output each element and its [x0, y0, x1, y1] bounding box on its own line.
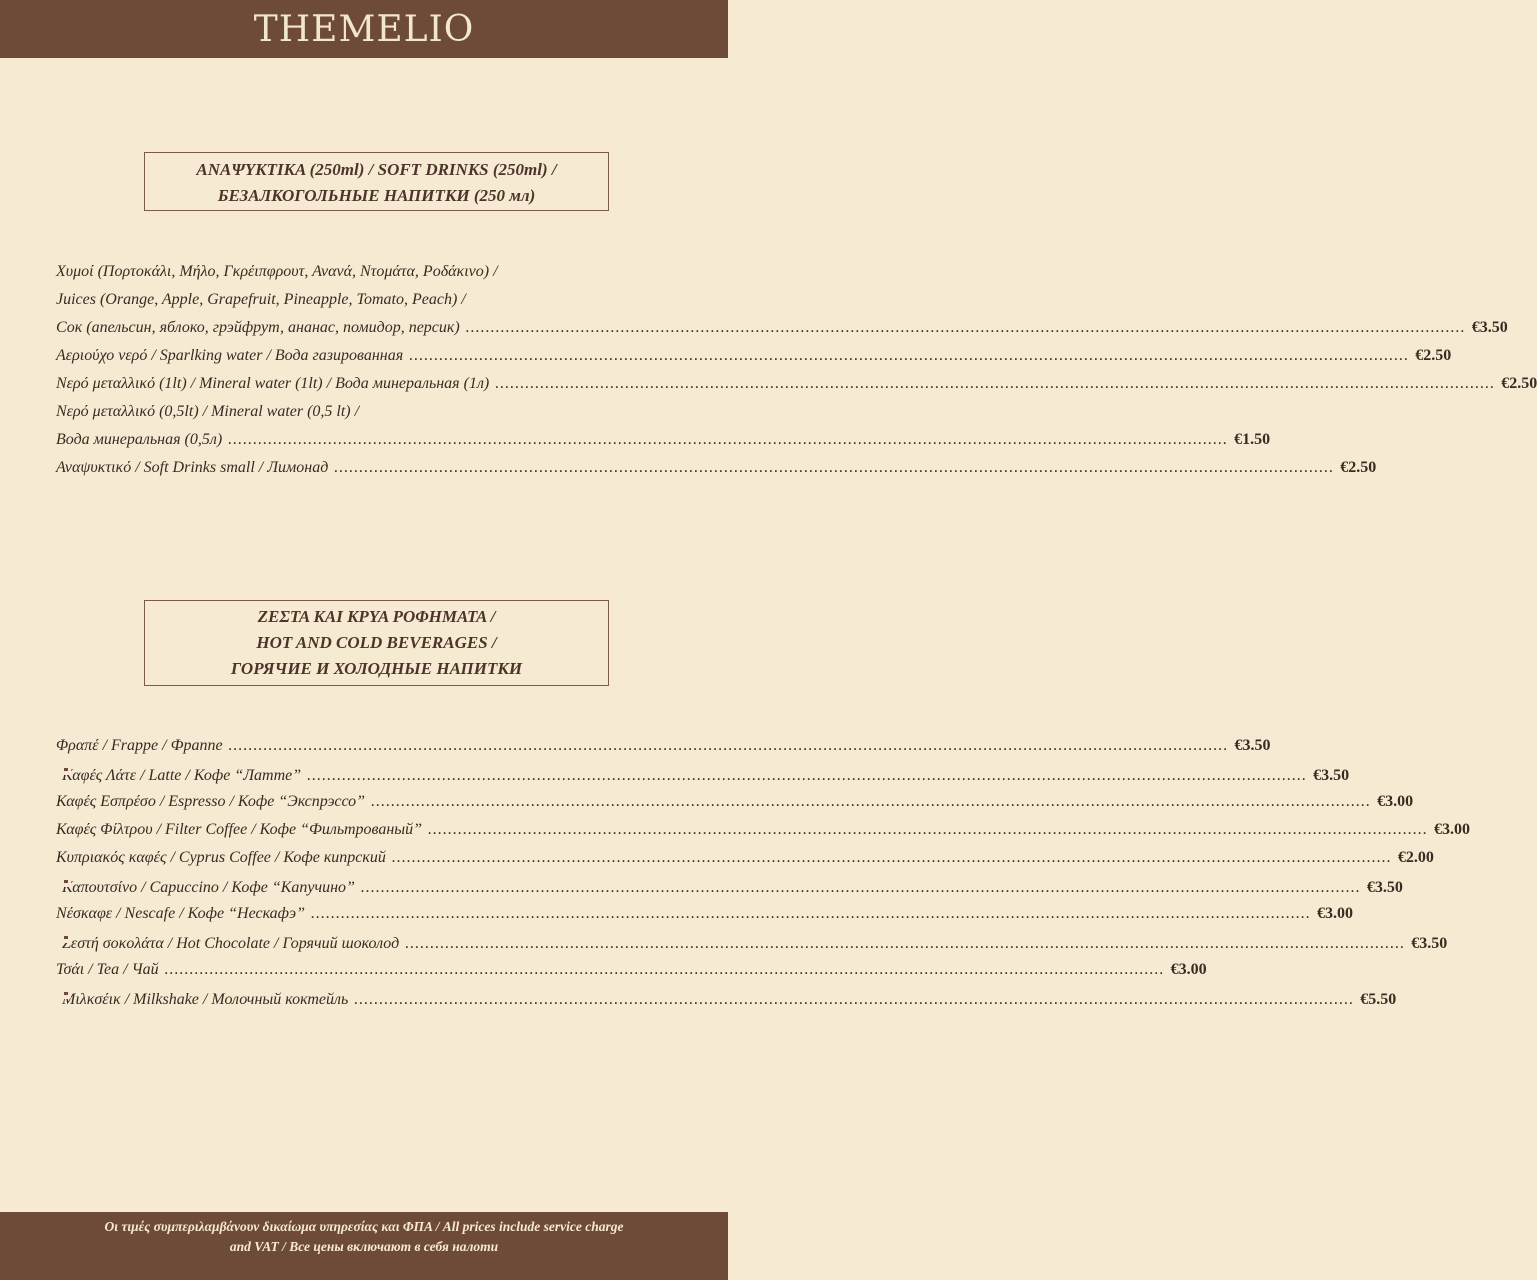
menu-item [56, 844, 1434, 872]
menu-item-label: Νερό μεταλλικό (1lt) / Mineral water (1lt) / Вода минеральная (1л) [56, 375, 490, 392]
menu-item-label: Νερό μεταλλικό (0,5lt) / Mineral water (0,5 lt) / [56, 403, 360, 420]
footer-note-line: Οι τιμές συμπεριλαμβάνουν δικαίωμα υπηρεσίας και ΦΠΑ / All prices include service charge [104, 1219, 624, 1234]
menu-item-label: Νέσκαφε / Nescafe / Кофе “Нескафэ” [56, 905, 305, 922]
dot-leader: ........................................................................................................................................................................................................ [307, 767, 1308, 784]
dot-leader: ........................................................................................................................................................................................................ [405, 935, 1406, 952]
dot-leader: ........................................................................................................................................................................................................ [465, 319, 1466, 336]
menu-item-price: €3.00 [1316, 905, 1353, 922]
menu-item-label: Χυμοί (Πορτοκάλι, Μήλο, Γκρέιπφρουτ, Ανανά, Ντομάτα, Ροδάκινο) / [56, 263, 498, 280]
header-bar [0, 0, 728, 58]
section-title-soft-drinks [144, 152, 609, 211]
menu-item [56, 788, 1414, 816]
menu-item [56, 398, 676, 426]
menu-item-price: €3.50 [1313, 767, 1350, 784]
beverages-list [56, 732, 1471, 1012]
menu-item-price: €1.50 [1234, 431, 1271, 448]
menu-item-price: €2.50 [1340, 459, 1377, 476]
dot-leader: ........................................................................................................................................................................................................ [228, 737, 1229, 754]
menu-item-price: €3.50 [1366, 879, 1403, 896]
menu-item-label: Μιλκσέικ / Milkshake / Молочный коктейль [62, 991, 349, 1008]
dot-leader: ........................................................................................................................................................................................................ [495, 375, 1496, 392]
dot-leader: ........................................................................................................................................................................................................ [428, 821, 1429, 838]
menu-item [56, 760, 1350, 788]
menu-item [56, 928, 1448, 956]
menu-item [56, 984, 1397, 1012]
menu-item [56, 258, 676, 286]
menu-item-price: €2.50 [1501, 375, 1537, 392]
section-title-hot-cold-beverages [144, 600, 609, 686]
menu-item-price: €5.50 [1360, 991, 1397, 1008]
dot-leader: ........................................................................................................................................................................................................ [334, 459, 1335, 476]
menu-item-label: Juices (Orange, Apple, Grapefruit, Pineapple, Tomato, Peach) / [56, 291, 466, 308]
menu-item-price: €3.00 [1170, 961, 1207, 978]
menu-item [56, 816, 1471, 844]
restaurant-logo: THEMELIO [253, 8, 475, 50]
menu-item [56, 342, 1452, 370]
menu-item [56, 454, 1377, 482]
menu-item [56, 732, 1271, 760]
menu-item [56, 426, 1271, 454]
dot-leader: ........................................................................................................................................................................................................ [228, 431, 1229, 448]
dot-leader: ........................................................................................................................................................................................................ [360, 879, 1361, 896]
section-title-line: БЕЗАЛКОГОЛЬНЫЕ НАПИТКИ (250 мл) [217, 186, 536, 205]
menu-item-label: Αναψυκτικό / Soft Drinks small / Лимонад [56, 459, 329, 476]
menu-item-label: Καφές Φίλτρου / Filter Coffee / Кофе “Фильтрованый” [56, 821, 423, 838]
menu-item-label: Καπουτσίνο / Capuccino / Кофе “Капучино” [62, 879, 355, 896]
dot-leader: ........................................................................................................................................................................................................ [391, 849, 1392, 866]
footer-note-line: and VAT / Все цены включают в себя налоти [229, 1239, 499, 1254]
menu-item-label: Καφές Εσπρέσο / Espresso / Кофе “Экспрэссо” [56, 793, 366, 810]
menu-item-label: Ζεστή σοκολάτα / Hot Chocolate / Горячий шоколод [62, 935, 400, 952]
menu-item [56, 314, 1508, 342]
section-title-line: ΑΝΑΨΥΚΤΙΚΑ (250ml) / SOFT DRINKS (250ml) / [196, 160, 557, 179]
menu-item [56, 370, 1537, 398]
soft-drinks-list [56, 258, 1537, 482]
menu-item [56, 900, 1353, 928]
menu-item-price: €3.50 [1234, 737, 1271, 754]
menu-item-price: €3.00 [1434, 821, 1471, 838]
menu-item [56, 956, 1207, 984]
menu-item-label: Φραπέ / Frappe / Фраппе [56, 737, 223, 754]
section-title-line: HOT AND COLD BEVERAGES / [256, 633, 497, 652]
dot-leader: ........................................................................................................................................................................................................ [371, 793, 1372, 810]
dot-leader: ........................................................................................................................................................................................................ [409, 347, 1410, 364]
section-title-line: ΖΕΣΤΑ ΚΑΙ ΚΡΥΑ ΡΟΦΗΜΑΤΑ / [257, 607, 496, 626]
menu-item-label: Сок (апельсин, яблоко, грэйфрут, ананас, помидор, персик) [56, 319, 460, 336]
dot-leader: ........................................................................................................................................................................................................ [310, 905, 1311, 922]
footer-bar [0, 1212, 728, 1280]
menu-item-label: Κυπριακός καφές / Cyprus Coffee / Кофе кипрский [56, 849, 386, 866]
menu-item-price: €2.00 [1397, 849, 1434, 866]
menu-item-price: €2.50 [1415, 347, 1452, 364]
dot-leader: ........................................................................................................................................................................................................ [164, 961, 1165, 978]
section-title-line: ГОРЯЧИЕ И ХОЛОДНЫЕ НАПИТКИ [230, 659, 523, 678]
menu-item [56, 872, 1403, 900]
dot-leader: ........................................................................................................................................................................................................ [354, 991, 1355, 1008]
menu-item-label: Τσάι / Tea / Чай [56, 961, 159, 978]
menu-item-price: €3.50 [1471, 319, 1508, 336]
menu-item [56, 286, 676, 314]
menu-item-label: Вода минеральная (0,5л) [56, 431, 223, 448]
menu-item-price: €3.00 [1377, 793, 1414, 810]
menu-item-label: Καφές Λάτε / Latte / Кофе “Латте” [62, 767, 302, 784]
menu-item-price: €3.50 [1411, 935, 1448, 952]
menu-item-label: Αεριούχο νερό / Sparlking water / Вода газированная [56, 347, 404, 364]
